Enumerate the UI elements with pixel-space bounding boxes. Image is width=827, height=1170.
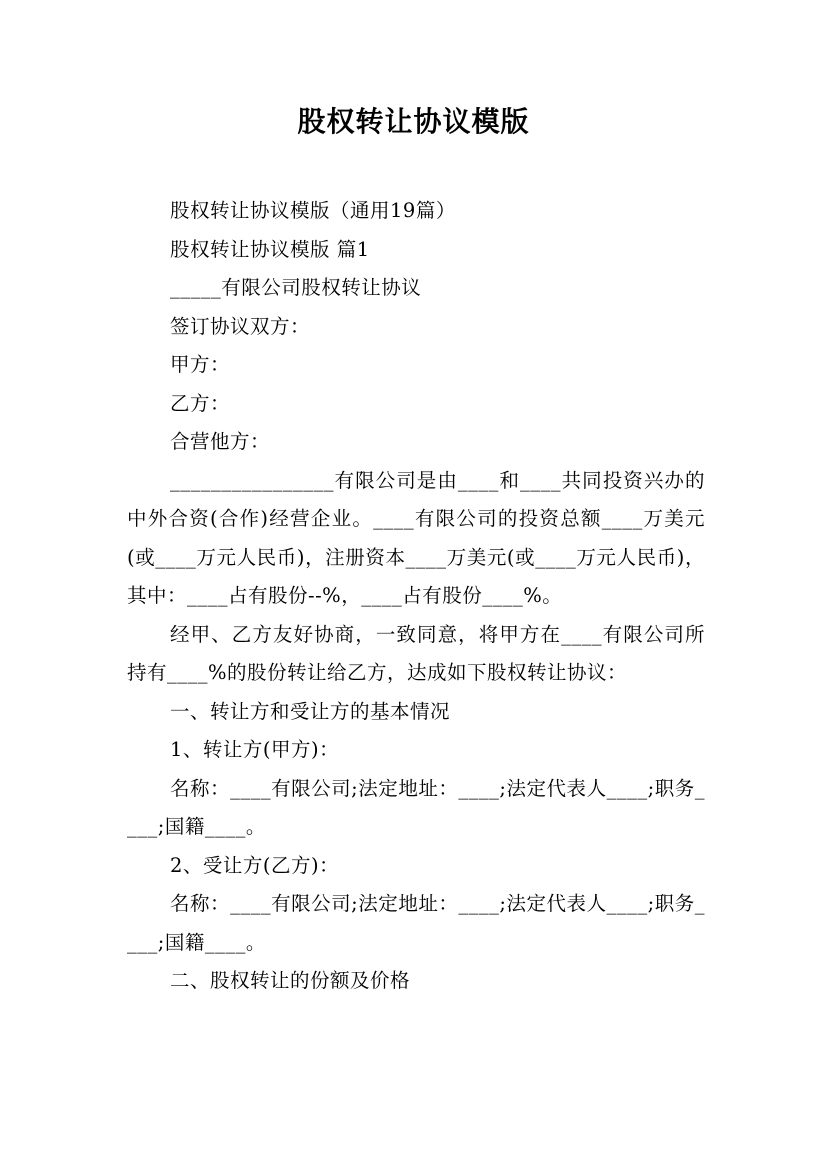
paragraph-section-heading: 股权转让协议模版 篇1: [170, 237, 370, 261]
paragraph-section-one-heading: 一、转让方和受让方的基本情况: [170, 699, 451, 723]
paragraph-parties-label: 签订协议双方：: [170, 314, 311, 338]
paragraph-company-background: ________________有限公司是由____和____共同投资兴办的中外合资(合作)经营企业。____有限公司的投资总额____万美元(或____万元人民币)，注册资本____万美元(或____万元人民币)，其中：____占有股份--%，____占有股份____%。: [127, 468, 705, 607]
paragraph-transfer-agreement: 经甲、乙方友好协商，一致同意，将甲方在____有限公司所持有____%的股份转让给乙方，达成如下股权转让协议：: [127, 622, 705, 684]
paragraph-transferee-details: 名称：____有限公司;法定地址：____;法定代表人____;职务____;国籍____。: [127, 892, 705, 954]
document-title: 股权转让协议模版: [297, 105, 530, 138]
paragraph-transferee-heading: 2、受让方(乙方)：: [170, 853, 340, 877]
paragraph-party-a: 甲方：: [170, 353, 231, 376]
paragraph-party-b: 乙方：: [170, 391, 231, 415]
paragraph-transferor-heading: 1、转让方(甲方)：: [170, 738, 340, 761]
paragraph-other-party: 合营他方：: [170, 430, 271, 453]
paragraph-subtitle: 股权转让协议模版（通用19篇）: [170, 199, 456, 222]
document-body: [127, 192, 705, 1001]
paragraph-transferor-details: 名称：____有限公司;法定地址：____;法定代表人____;职务____;国籍____。: [127, 776, 705, 838]
paragraph-section-two-heading: 二、股权转让的份额及价格: [170, 969, 411, 992]
paragraph-agreement-name: _____有限公司股权转让协议: [170, 276, 422, 299]
